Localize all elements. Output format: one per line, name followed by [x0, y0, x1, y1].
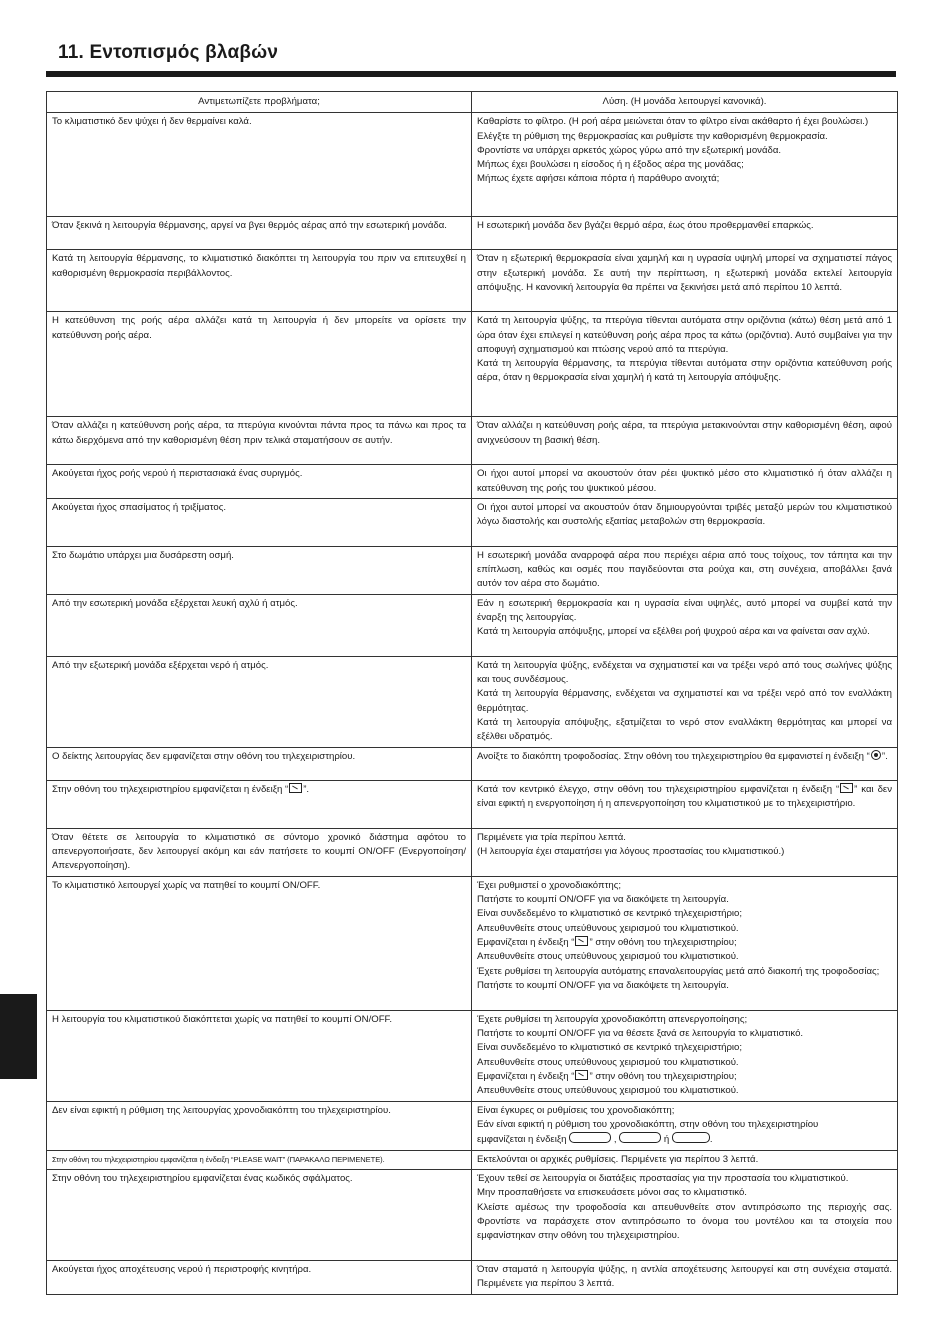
problem-text: Το κλιματιστικό δεν ψύχει ή δεν θερμαίνει καλά. [52, 116, 252, 128]
table-row [47, 656, 898, 747]
solution-text: Κατά τον κεντρικό έλεγχο, στην οθόνη του τηλεχειριστηρίου εμφανίζεται η ένδειξη “ [477, 783, 840, 795]
table-row [47, 780, 898, 828]
table-row [47, 250, 898, 312]
solution-text: Όταν αλλάζει η κατεύθυνση ροής αέρα, τα πτερύγια μετακινούνται στην καθορισμένη θέση, αφού ανιχνεύσουν τη βασική θέση. [477, 420, 892, 446]
solution-text: Κατά τη λειτουργία απόψυξης, εξατμίζεται το νερό στον εναλλάκτη θερμότητας και μπορεί να εξέλθει υδρατμός. [477, 717, 892, 743]
solution-text: Είναι συνδεδεμένο το κλιματιστικό σε κεντρικό τηλεχειριστήριο; [477, 908, 743, 920]
problem-cell [47, 780, 472, 828]
solution-cell [472, 546, 898, 594]
problem-text: Στην οθόνη του τηλεχειριστηρίου εμφανίζεται η ένδειξη “ [52, 783, 289, 795]
table-header-row [47, 92, 898, 113]
solution-text [477, 936, 892, 950]
table-row [47, 498, 898, 546]
table-row [47, 1010, 898, 1101]
problem-text: Στο δωμάτιο υπάρχει μια δυσάρεστη οσμή. [52, 549, 234, 561]
solution-text: , [613, 1134, 617, 1146]
solution-text: εμφανίζεται η ένδειξη [477, 1134, 567, 1146]
solution-text: Όταν η εξωτερική θερμοκρασία είναι χαμηλή και η υγρασία υψηλή μπορεί να σχηματιστεί πάγος στην εξωτερική μονάδα. Σε αυτή την περίπτωση, η εξωτερική μονάδα εκτελεί λειτουργία απόψυξης. Η κανονική λειτουργία θα πρέπει να ξεκινήσει μετά από περίπου 10 λεπτά. [477, 253, 892, 293]
problem-cell [47, 546, 472, 594]
solution-text: ” στην οθόνη του τηλεχειριστηρίου; [589, 937, 737, 949]
table-row [47, 828, 898, 876]
problem-text: Το κλιματιστικό λειτουργεί χωρίς να πατηθεί το κουμπί ON/OFF. [52, 879, 321, 891]
solution-cell [472, 113, 898, 217]
language-side-tab [0, 994, 37, 1079]
table-row [47, 417, 898, 465]
power-indicator-icon [871, 750, 881, 760]
problem-cell [47, 417, 472, 465]
solution-cell [472, 1261, 898, 1295]
solution-text: Μήπως έχει βουλώσει η είσοδος ή η έξοδος αέρα της μονάδας; [477, 159, 744, 171]
solution-text: Πατήστε το κουμπί ON/OFF για να θέσετε ξανά σε λειτουργία το κλιματιστικό. [477, 1028, 804, 1040]
table-row [47, 546, 898, 594]
problem-text: Από την εξωτερική μονάδα εξέρχεται νερό ή ατμός. [52, 659, 269, 671]
solution-cell [472, 1150, 898, 1169]
solution-text: Οι ήχοι αυτοί μπορεί να ακουστούν όταν δημιουργούνται τριβές μεταξύ μερών του κλιματιστικού λόγω διαστολής και συστολής εξαιτίας μεταβολών στη θερμοκρασία. [477, 501, 892, 528]
problem-text: Ακούγεται ήχος αποχέτευσης νερού ή περιστροφής κινητήρα. [52, 1264, 312, 1276]
solution-text: ή [663, 1134, 670, 1146]
solution-text: ” στην οθόνη του τηλεχειριστηρίου; [589, 1071, 737, 1083]
problem-cell [47, 1150, 472, 1169]
problem-text: Στην οθόνη του τηλεχειριστηρίου εμφανίζεται η ένδειξη “PLEASE WAIT” (ΠΑΡΑΚΑΛΩ ΠΕΡΙΜΕΝΕΤΕ). [52, 1154, 385, 1164]
problem-text: Η κατεύθυνση της ροής αέρα αλλάζει κατά τη λειτουργία ή δεν μπορείτε να ορίσετε την κατεύθυνση ροής αέρα. [52, 315, 466, 341]
solution-cell [472, 465, 898, 499]
solution-cell [472, 217, 898, 250]
solution-cell [472, 417, 898, 465]
table-row [47, 594, 898, 656]
problem-cell [47, 747, 472, 780]
table-row [47, 1150, 898, 1169]
solution-text: Έχει ρυθμιστεί ο χρονοδιακόπτης; [477, 879, 622, 891]
solution-text: Έχουν τεθεί σε λειτουργία οι διατάξεις προστασίας για την προστασία του κλιματιστικού. [477, 1173, 849, 1185]
solution-text: (Η λειτουργία έχει σταματήσει για λόγους προστασίας του κλιματιστικού.) [477, 846, 785, 858]
solution-text: Εκτελούνται οι αρχικές ρυθμίσεις. Περιμένετε για περίπου 3 λεπτά. [477, 1153, 759, 1165]
problem-text: Όταν αλλάζει η κατεύθυνση ροής αέρα, τα πτερύγια κινούνται πάντα προς τα πάνω και προς τα κάτω διερχόμενα από την καθορισμένη θέση πριν τελικά σταματήσουν σε αυτήν. [52, 420, 466, 446]
table-row [47, 1261, 898, 1295]
table-row [47, 217, 898, 250]
solution-text: ” και δεν είναι εφικτή η ενεργοποίηση ή η απενεργοποίηση του κλιματιστικού με το τηλεχειριστήριο. [477, 783, 892, 810]
page-title: 11. Εντοπισμός βλαβών [58, 42, 279, 63]
table-row [47, 747, 898, 780]
solution-text: Απευθυνθείτε στους υπεύθυνους χειρισμού του κλιματιστικού. [477, 1056, 739, 1068]
solution-text: Κλείστε αμέσως την τροφοδοσία και απευθυνθείτε στον αντιπρόσωπο της περιοχής σας. Φροντίστε να παράσχετε στον αντιπρόσωπο το όνομα του μοντέλου και τα στοιχεία που εμφανίστηκαν στην οθόνη του τηλεχειριστηρίου. [477, 1201, 892, 1242]
solution-text: Όταν σταματά η λειτουργία ψύξης, η αντλία αποχέτευσης λειτουργεί και στη συνέχεια σταματά. Περιμένετε για περίπου 3 λεπτά. [477, 1264, 892, 1290]
solution-text: Απευθυνθείτε στους υπεύθυνους χειρισμού του κλιματιστικού. [477, 922, 739, 934]
table-row [47, 312, 898, 417]
table-row [47, 876, 898, 1010]
solution-cell [472, 1010, 898, 1101]
problem-text: Ακούγεται ήχος σπασίματος ή τριξίματος. [52, 501, 226, 513]
solution-text: Καθαρίστε το φίλτρο. (Η ροή αέρα μειώνεται όταν το φίλτρο είναι ακάθαρτο ή έχει βουλώσει.) [477, 116, 869, 128]
solution-text: Κατά τη λειτουργία ψύξης, ενδέχεται να σχηματιστεί και να τρέξει νερό από τους σωλήνες ψύξης και τους συνδέσμους. [477, 659, 892, 686]
problem-text: Όταν θέτετε σε λειτουργία το κλιματιστικό σε σύντομο χρονικό διάστημα αφότου το απενεργοποιήσατε, δεν λειτουργεί ακόμη και εάν πατήσετε το κουμπί ON/OFF (Ενεργοποίηση/Απενεργοποίηση). [52, 831, 466, 872]
solution-text: . [709, 1134, 713, 1146]
problem-cell [47, 1261, 472, 1295]
solution-text [477, 1132, 892, 1147]
solution-text: Περιμένετε για τρία περίπου λεπτά. [477, 831, 626, 843]
solution-text: Ελέγξτε τη ρύθμιση της θερμοκρασίας και ρυθμίστε την καθορισμένη θερμοκρασία. [477, 130, 828, 142]
header-problem: Αντιμετωπίζετε προβλήματα; [47, 92, 472, 113]
central-control-icon [575, 1070, 588, 1080]
solution-text: Κατά τη λειτουργία απόψυξης, μπορεί να εξέλθει ροή ψυχρού αέρα και να φαίνεται σαν αχλύ. [477, 626, 870, 638]
problem-cell [47, 1170, 472, 1261]
problem-cell [47, 498, 472, 546]
solution-text: Μήπως έχετε αφήσει κάποια πόρτα ή παράθυρο ανοιχτά; [477, 173, 720, 185]
solution-cell [472, 780, 898, 828]
solution-text [477, 1070, 892, 1084]
problem-cell [47, 876, 472, 1010]
central-control-icon [840, 783, 853, 793]
problem-cell [47, 656, 472, 747]
solution-text: Η εσωτερική μονάδα αναρροφά αέρα που περιέχει αέρια από τους τοίχους, τον τάπητα και την επίπλωση, καθώς και οσμές που παγιδεύονται στα ρούχα και, στη συνέχεια, αποβάλλει ξανά αυτόν τον αέρα στο δωμάτιο. [477, 549, 892, 590]
solution-text: Πατήστε το κουμπί ON/OFF για να διακόψετε τη λειτουργία. [477, 894, 729, 906]
problem-text: ”. [303, 783, 310, 795]
solution-text: Απευθυνθείτε στους υπεύθυνους χειρισμού του κλιματιστικού. [477, 951, 739, 963]
central-control-icon [289, 783, 302, 793]
solution-text: Είναι συνδεδεμένο το κλιματιστικό σε κεντρικό τηλεχειριστήριο; [477, 1042, 743, 1054]
solution-cell [472, 1101, 898, 1150]
timer-button-icon [619, 1132, 661, 1143]
problem-text: Ο δείκτης λειτουργίας δεν εμφανίζεται στην οθόνη του τηλεχειριστηρίου. [52, 750, 356, 762]
solution-cell [472, 594, 898, 656]
problem-cell [47, 1010, 472, 1101]
solution-cell [472, 312, 898, 417]
solution-text: Φροντίστε να υπάρχει αρκετός χώρος γύρω από την εξωτερική μονάδα. [477, 144, 782, 156]
solution-cell [472, 828, 898, 876]
problem-cell [47, 217, 472, 250]
solution-text: Έχετε ρυθμίσει τη λειτουργία αυτόματης επαναλειτουργίας μετά από διακοπή της τροφοδοσίας; [477, 965, 880, 977]
solution-text: ”. [881, 750, 888, 762]
problem-text: Όταν ξεκινά η λειτουργία θέρμανσης, αργεί να βγει θερμός αέρας από την εσωτερική μονάδα. [52, 220, 447, 232]
table-row [47, 465, 898, 499]
troubleshooting-table [46, 91, 898, 1295]
solution-cell [472, 1170, 898, 1261]
problem-text: Από την εσωτερική μονάδα εξέρχεται λευκή αχλύ ή ατμός. [52, 597, 298, 609]
table-row [47, 1101, 898, 1150]
solution-text: Απευθυνθείτε στους υπεύθυνους χειρισμού του κλιματιστικού. [477, 1085, 739, 1097]
problem-cell [47, 594, 472, 656]
problem-cell [47, 312, 472, 417]
solution-cell [472, 250, 898, 312]
problem-text: Ακούγεται ήχος ροής νερού ή περιστασιακά ένας συριγμός. [52, 468, 303, 480]
solution-cell [472, 656, 898, 747]
central-control-icon [575, 936, 588, 946]
timer-button-icon [672, 1132, 710, 1143]
solution-text: Ανοίξτε το διακόπτη τροφοδοσίας. Στην οθόνη του τηλεχειριστηρίου θα εμφανιστεί η ένδειξη “ [477, 750, 870, 762]
title-rule [46, 71, 896, 77]
problem-text: Δεν είναι εφικτή η ρύθμιση της λειτουργίας χρονοδιακόπτη του τηλεχειριστηρίου. [52, 1104, 391, 1116]
problem-cell [47, 113, 472, 217]
timer-button-icon [569, 1132, 611, 1143]
solution-text: Κατά τη λειτουργία θέρμανσης, ενδέχεται να σχηματιστεί και να τρέξει νερό από τον εναλλάκτη θερμότητας. [477, 688, 892, 714]
problem-cell [47, 828, 472, 876]
solution-text: Κατά τη λειτουργία ψύξης, τα πτερύγια τίθενται αυτόματα στην οριζόντια (κάτω) θέση μετά από 1 ώρα όταν έχει επιλεγεί η κατεύθυνση ροής αέρα προς τα κάτω (οριζόντια). Αυτό συμβαίνει για την αποφυγή σχηματισμού και πτώσης νερού από τα πτερύγια. [477, 315, 892, 355]
solution-cell [472, 747, 898, 780]
header-solution: Λύση. (Η μονάδα λειτουργεί κανονικά). [472, 92, 898, 113]
solution-text: Εάν είναι εφικτή η ρύθμιση του χρονοδιακόπτη, στην οθόνη του τηλεχειριστηρίου [477, 1119, 819, 1131]
solution-text: Η εσωτερική μονάδα δεν βγάζει θερμό αέρα, έως ότου προθερμανθεί επαρκώς. [477, 220, 814, 232]
table-row [47, 1170, 898, 1261]
problem-cell [47, 250, 472, 312]
solution-text: Εμφανίζεται η ένδειξη “ [477, 937, 575, 949]
solution-text: Εάν η εσωτερική θερμοκρασία και η υγρασία είναι υψηλές, αυτό μπορεί να συμβεί κατά την έναρξη της λειτουργίας. [477, 597, 892, 624]
problem-cell [47, 465, 472, 499]
solution-text: Οι ήχοι αυτοί μπορεί να ακουστούν όταν ρέει ψυκτικό μέσο στο κλιματιστικό ή όταν αλλάζει η κατεύθυνση της ροής του ψυκτικού μέσου. [477, 468, 892, 494]
problem-cell [47, 1101, 472, 1150]
solution-text: Εμφανίζεται η ένδειξη “ [477, 1071, 575, 1083]
solution-text: Έχετε ρυθμίσει τη λειτουργία χρονοδιακόπτη απενεργοποίησης; [477, 1013, 748, 1025]
solution-text: Κατά τη λειτουργία θέρμανσης, τα πτερύγια τίθενται αυτόματα στην οριζόντια κατεύθυνση ροής αέρα, όταν η θερμοκρασία είναι χαμηλή ή κατά τη λειτουργία απόψυξης. [477, 358, 892, 384]
solution-cell [472, 876, 898, 1010]
solution-text: Είναι έγκυρες οι ρυθμίσεις του χρονοδιακόπτη; [477, 1104, 675, 1116]
solution-cell [472, 498, 898, 546]
solution-text: Μην προσπαθήσετε να επισκευάσετε μόνοι σας το κλιματιστικό. [477, 1187, 747, 1199]
problem-text: Στην οθόνη του τηλεχειριστηρίου εμφανίζεται ένας κωδικός σφάλματος. [52, 1173, 353, 1185]
problem-text: Η λειτουργία του κλιματιστικού διακόπτεται χωρίς να πατηθεί το κουμπί ON/OFF. [52, 1013, 393, 1025]
table-row [47, 113, 898, 217]
solution-text: Πατήστε το κουμπί ON/OFF για να διακόψετε τη λειτουργία. [477, 979, 729, 991]
problem-text: Κατά τη λειτουργία θέρμανσης, το κλιματιστικό διακόπτει τη λειτουργία του πριν να επιτευχθεί η καθορισμένη θερμοκρασία περιβάλλοντος. [52, 253, 466, 279]
